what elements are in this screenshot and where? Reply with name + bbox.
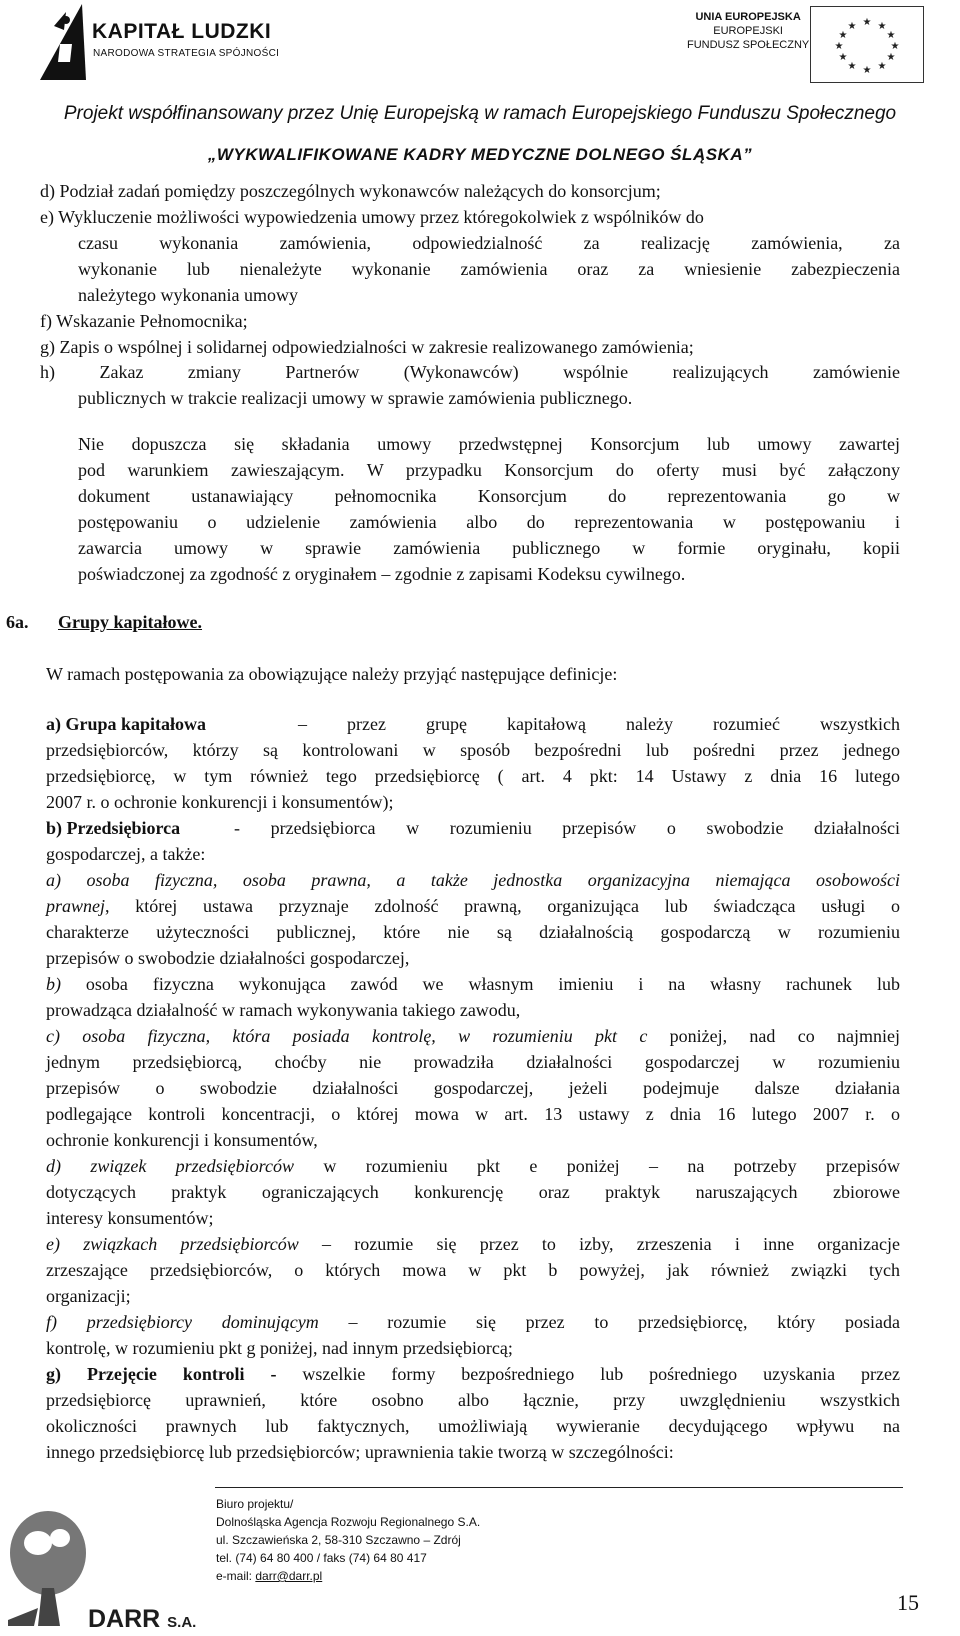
- def-a-line2: przedsiębiorców, którzy są kontrolowani w sposób bezpośredni lub pośredni przez jednego: [46, 740, 900, 760]
- note-line-3: dokument ustanawiający pełnomocnika Konsorcjum do reprezentowania go w: [78, 486, 900, 506]
- eu-label: [687, 10, 809, 52]
- footer-line-4: tel. (74) 64 80 400 / faks (74) 64 80 417: [216, 1551, 427, 1565]
- def-a-line1: [46, 714, 206, 735]
- svg-text:★: ★: [847, 21, 857, 32]
- def-bc-line5: ochronie konkurencji i konsumentów,: [46, 1130, 318, 1150]
- def-a-line4: 2007 r. o ochronie konkurencji i konsumentów);: [46, 792, 394, 812]
- list-item-e-line3: wykonanie lub nienależyte wykonanie zamówienia oraz za wniesienie zabezpieczenia: [78, 259, 900, 279]
- footer-email-label: e-mail:: [216, 1569, 256, 1583]
- def-g-label: g) Przejęcie kontroli -: [46, 1364, 277, 1384]
- list-item-d: d) Podział zadań pomiędzy poszczególnych wykonawców należących do konsorcjum;: [40, 181, 661, 201]
- note-line-5: zawarcia umowy w sprawie zamówienia publicznego w formie oryginału, kopii: [78, 538, 900, 558]
- def-g-line2: przedsiębiorcę uprawnień, które osobno albo łącznie, przy uwzględnieniu wszystkich: [46, 1390, 900, 1410]
- svg-text:★: ★: [847, 61, 857, 72]
- footer-divider: [215, 1487, 903, 1488]
- svg-text:★: ★: [838, 30, 848, 41]
- eu-line-2: EUROPEJSKI: [713, 25, 783, 37]
- note-line-2: pod warunkiem zawieszającym. W przypadku Konsorcjum do oferty musi być załączony: [78, 460, 900, 480]
- def-a-line3: przedsiębiorcę, w tym również tego przedsiębiorcę ( art. 4 pkt: 14 Ustawy z dnia 16 lutego: [46, 766, 900, 786]
- list-item-e-line2: czasu wykonania zamówienia, odpowiedzialność za realizację zamówienia, za: [78, 233, 900, 253]
- def-g-line3: okoliczności prawnych lub faktycznych, umożliwiają wywieranie decydującego wpływu na: [46, 1416, 900, 1436]
- svg-text:★: ★: [877, 61, 887, 72]
- def-b-line2: gospodarczej, a także:: [46, 844, 206, 864]
- footer-line-3: ul. Szczawieńska 2, 58-310 Szczawno – Zdrój: [216, 1533, 461, 1547]
- def-a-label: a) Grupa kapitałowa: [46, 714, 207, 734]
- footer-line-1: Biuro projektu/: [216, 1497, 294, 1511]
- def-a-line1-text: – przez grupę kapitałową należy rozumieć wszystkich: [298, 714, 900, 734]
- list-item-e-line1: e) Wykluczenie możliwości wypowiedzenia umowy przez któregokolwiek z wspólników do: [40, 207, 704, 227]
- def-f-line1-text: – rozumie się przez to przedsiębiorcę, który posiada: [318, 1312, 900, 1332]
- def-ba-line2-text: , której ustawa przyznaje zdolność prawną, organizująca lub świadcząca usługi o: [105, 896, 900, 916]
- eu-line-1: UNIA EUROPEJSKA: [695, 11, 801, 23]
- def-bc-line1: [46, 1026, 900, 1047]
- def-bc-line2: jednym przedsiębiorcą, choćby nie prowadziła działalności gospodarczej w rozumieniu: [46, 1052, 900, 1072]
- list-item-e-line4: należytego wykonania umowy: [78, 285, 298, 305]
- kapital-ludzki-logo: [36, 2, 88, 82]
- list-item-h-line2: publicznych w trakcie realizacji umowy w sprawie zamówienia publicznego.: [78, 388, 633, 408]
- darr-logo-name: DARR: [88, 1605, 161, 1633]
- section-number: 6a.: [6, 612, 29, 632]
- project-title: „WYKWALIFIKOWANE KADRY MEDYCZNE DOLNEGO ŚLĄSKA”: [207, 145, 753, 164]
- def-d-line1-text: w rozumieniu pkt e poniżej – na potrzeby przepisów: [294, 1156, 900, 1176]
- footer-line-2: Dolnośląska Agencja Rozwoju Regionalnego S.A.: [216, 1515, 481, 1529]
- svg-text:★: ★: [886, 52, 896, 63]
- kapital-ludzki-subtitle: NARODOWA STRATEGIA SPÓJNOŚCI: [93, 48, 280, 59]
- def-bc-line3: przepisów o swobodzie działalności gospodarczej, jeżeli podejmuje dalsze działania: [46, 1078, 900, 1098]
- def-bb-label: b): [46, 974, 61, 994]
- def-g-line1: [46, 1364, 900, 1385]
- def-ba-line3: charakterze użyteczności publicznej, które nie są działalnością gospodarczą w rozumieniu: [46, 922, 900, 942]
- page-number: 15: [897, 1590, 919, 1615]
- def-e-line2: zrzeszające przedsiębiorców, o których mowa w pkt b powyżej, jak również związki tych: [46, 1260, 900, 1280]
- def-ba-line1: a) osoba fizyczna, osoba prawna, a także jednostka organizacyjna niemająca osobowości: [46, 870, 900, 890]
- list-item-f: f) Wskazanie Pełnomocnika;: [40, 311, 248, 331]
- section-title: Grupy kapitałowe.: [58, 612, 203, 632]
- def-d-line2: dotyczących praktyk ograniczających konkurencję oraz praktyk naruszających zbiorowe: [46, 1182, 900, 1202]
- kapital-ludzki-title: KAPITAŁ LUDZKI: [92, 20, 272, 43]
- def-ba-line2: [46, 896, 900, 917]
- darr-tree-logo: [8, 1508, 90, 1628]
- def-d-line1: [46, 1156, 900, 1177]
- list-item-h-line1: h) Zakaz zmiany Partnerów (Wykonawców) wspólnie realizujących zamówienie: [40, 362, 900, 382]
- def-b-line1: - przedsiębiorca w rozumieniu przepisów o swobodzie działalności: [234, 818, 900, 838]
- def-g-line1-text: wszelkie formy bezpośredniego lub pośredniego uzyskania przez: [276, 1364, 900, 1384]
- def-b-label: b) Przedsiębiorca: [46, 818, 181, 838]
- def-d-italic: d) związek przedsiębiorców: [46, 1156, 295, 1176]
- svg-text:★: ★: [834, 41, 844, 52]
- def-f-line1: [46, 1312, 900, 1333]
- def-f-line2: kontrolę, w rozumieniu pkt g poniżej, nad innym przedsiębiorcą;: [46, 1338, 513, 1358]
- svg-text:★: ★: [862, 65, 872, 76]
- note-line-4: postępowaniu o udzielenie zamówienia albo do reprezentowania w postępowaniu i: [78, 512, 900, 532]
- def-bb-line2: prowadząca działalność w ramach wykonywania takiego zawodu,: [46, 1000, 521, 1020]
- def-f-italic: f) przedsiębiorcy dominującym: [46, 1312, 319, 1332]
- eu-line-3: FUNDUSZ SPOŁECZNY: [687, 39, 810, 51]
- svg-text:★: ★: [890, 41, 900, 52]
- def-ba-line4: przepisów o swobodzie działalności gospodarczej,: [46, 948, 410, 968]
- darr-logo-sa: S.A.: [167, 1614, 197, 1631]
- def-d-line3: interesy konsumentów;: [46, 1208, 214, 1228]
- project-cofinancing-line: Projekt współfinansowany przez Unię Europejską w ramach Europejskiego Funduszu Społecznego: [63, 103, 897, 124]
- definitions-intro: W ramach postępowania za obowiązujące należy przyjąć następujące definicje:: [46, 664, 618, 684]
- eu-flag-icon: [810, 6, 924, 83]
- def-bb-line1-text: osoba fizyczna wykonująca zawód we własnym imieniu i na własny rachunek lub: [61, 974, 900, 994]
- svg-text:★: ★: [838, 52, 848, 63]
- darr-logo-text: [88, 1605, 196, 1634]
- def-g-line4: innego przedsiębiorcę lub przedsiębiorców; uprawnienia takie tworzą w szczególności:: [46, 1442, 674, 1462]
- def-e-line3: organizacji;: [46, 1286, 131, 1306]
- def-e-line1-text: – rozumie się przez to izby, zrzeszenia i inne organizacje: [298, 1234, 900, 1254]
- footer-email-link[interactable]: darr@darr.pl: [255, 1569, 323, 1583]
- footer-line-5: [216, 1569, 322, 1583]
- def-bc-line4: podlegające kontroli koncentracji, o której mowa w art. 13 ustawy z dnia 16 lutego 2007 r. o: [46, 1104, 900, 1124]
- def-e-line1: [46, 1234, 900, 1255]
- svg-text:★: ★: [886, 30, 896, 41]
- def-bc-line1-text: poniżej, nad co najmniej: [647, 1026, 900, 1046]
- svg-text:★: ★: [877, 21, 887, 32]
- list-item-g: g) Zapis o wspólnej i solidarnej odpowiedzialności w zakresie realizowanego zamówienia;: [40, 337, 694, 357]
- def-bb-line1: [46, 974, 900, 995]
- note-line-6: poświadczonej za zgodność z oryginałem – zgodnie z zapisami Kodeksu cywilnego.: [78, 564, 686, 584]
- def-e-italic: e) związkach przedsiębiorców: [46, 1234, 299, 1254]
- def-bc-italic: c) osoba fizyczna, która posiada kontrolę, w rozumieniu pkt c: [46, 1026, 648, 1046]
- note-line-1: Nie dopuszcza się składania umowy przedwstępnej Konsorcjum lub umowy zawartej: [78, 434, 900, 454]
- svg-text:★: ★: [862, 17, 872, 28]
- def-ba-line2-italic: prawnej: [46, 896, 106, 916]
